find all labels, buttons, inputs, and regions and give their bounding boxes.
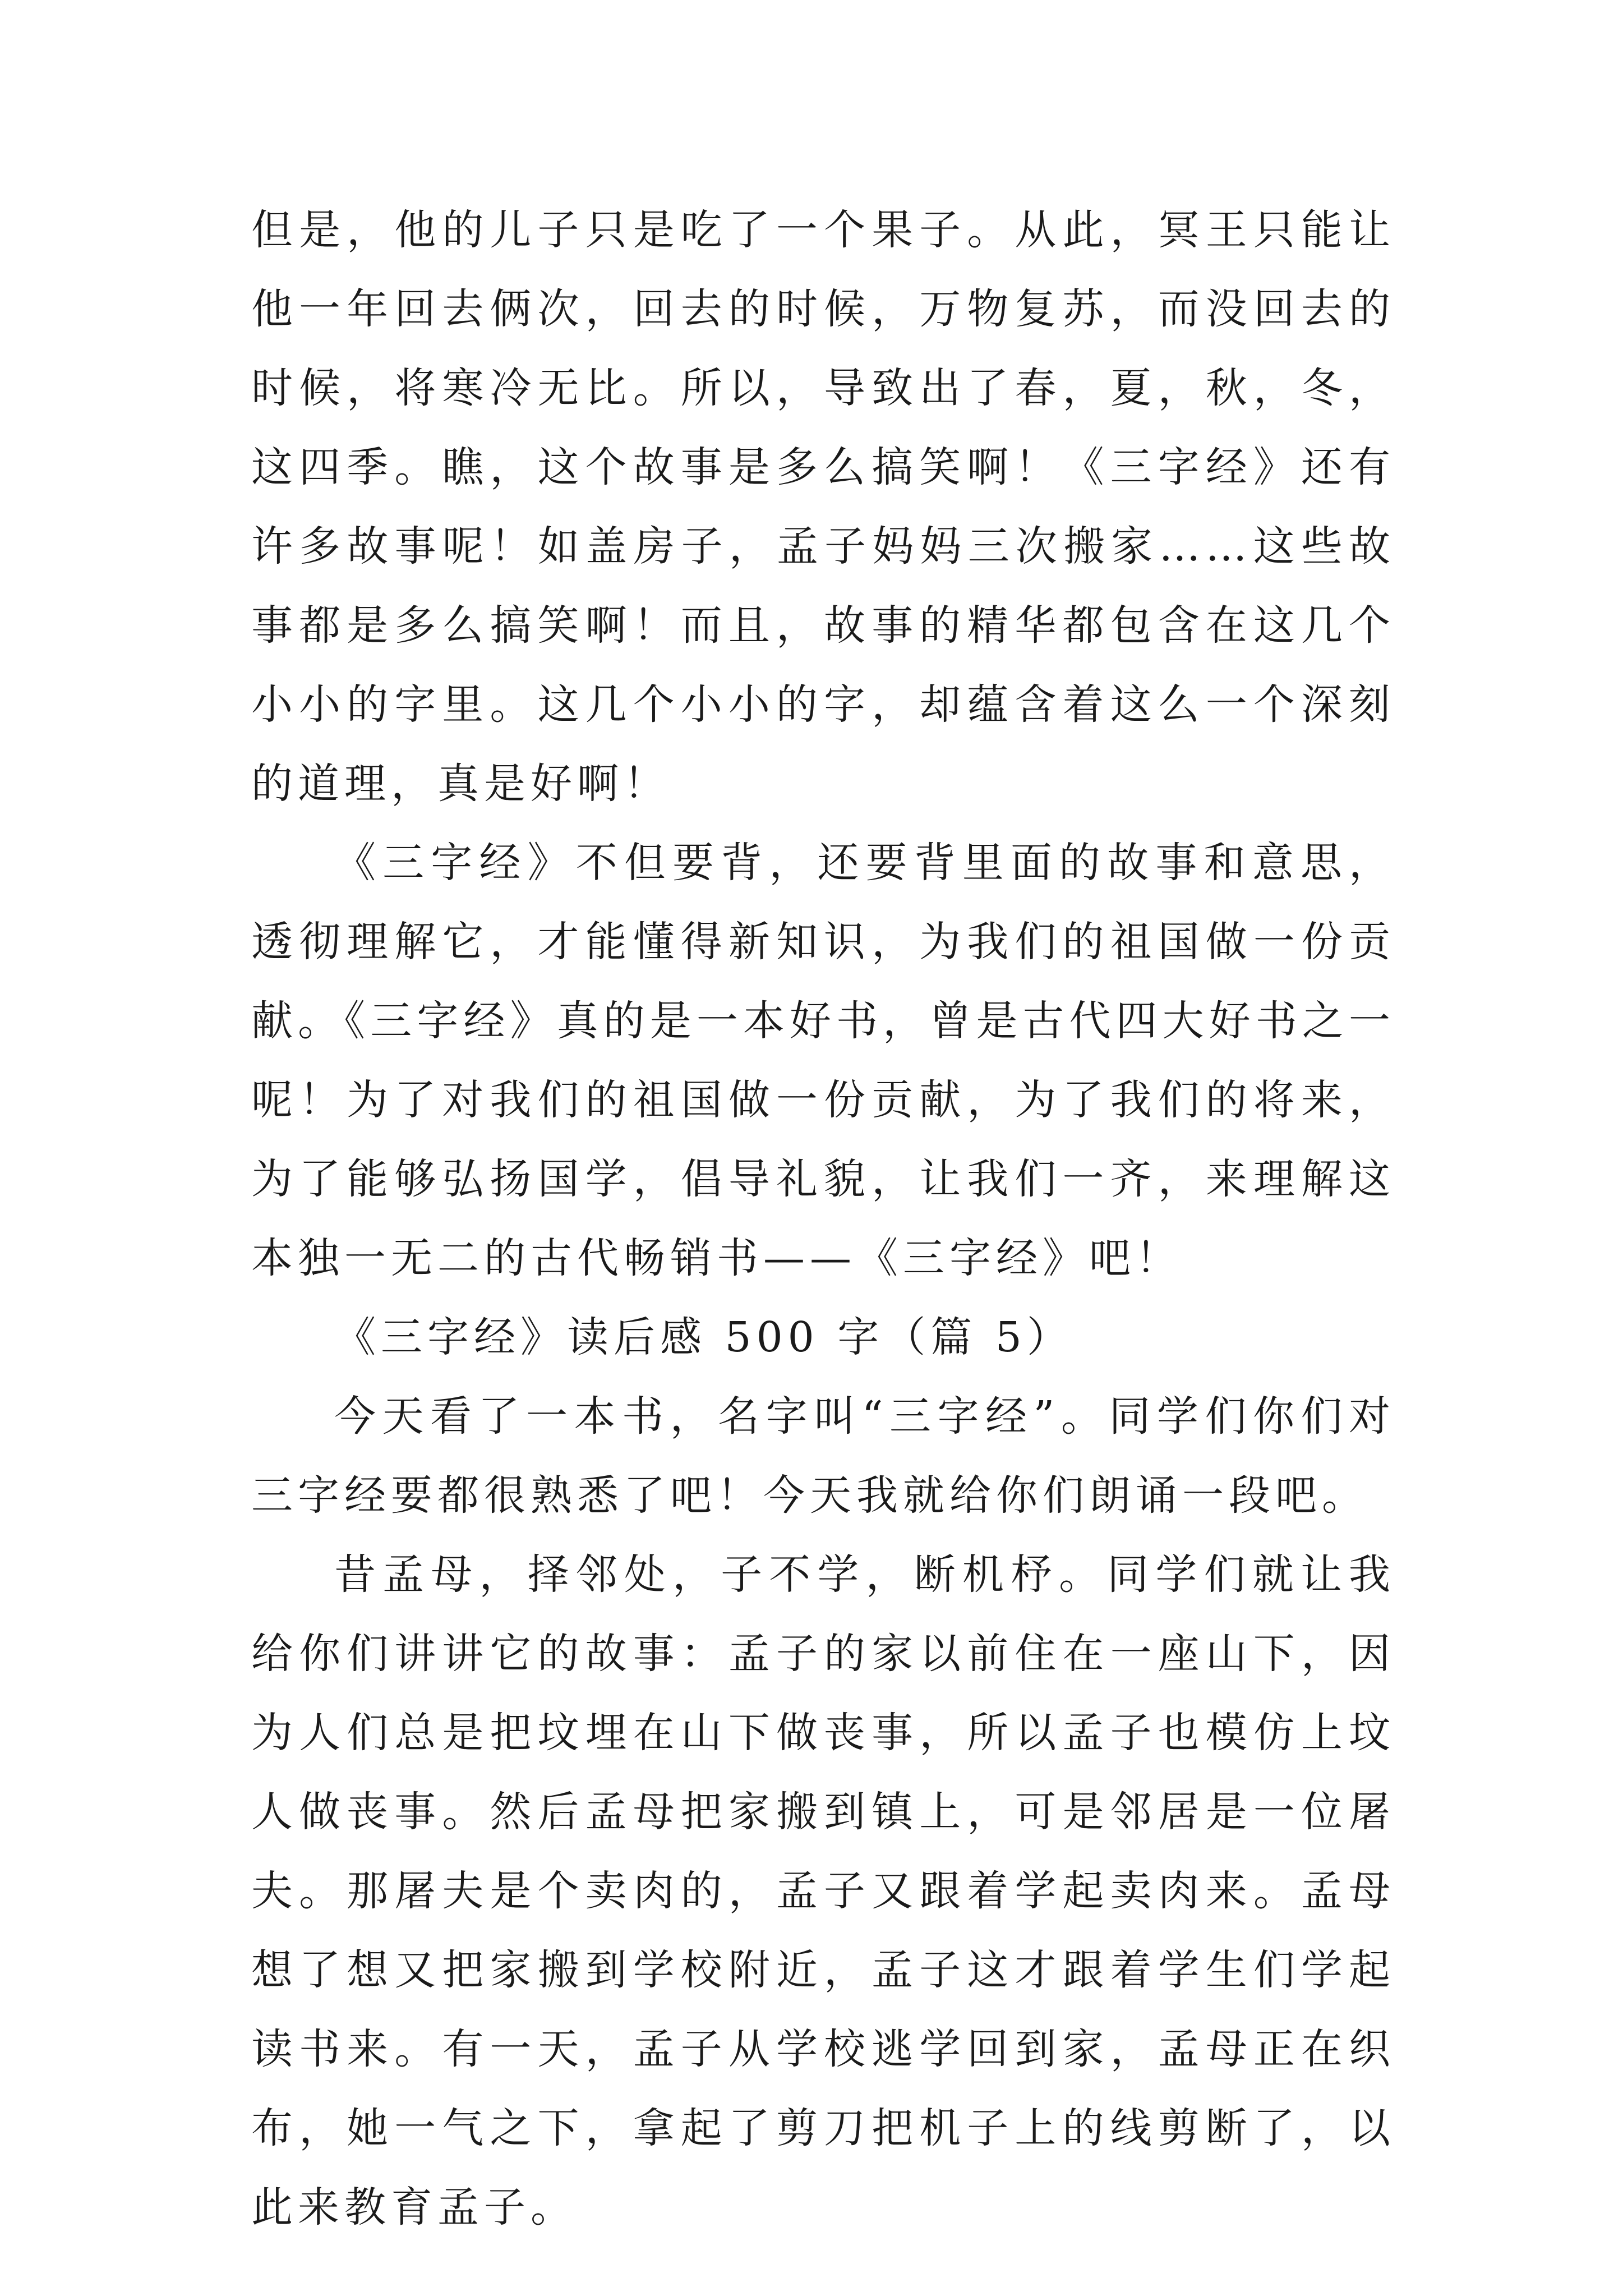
document-body [251, 191, 1395, 2247]
paragraph-1: 但是，他的儿子只是吃了一个果子。从此，冥王只能让他一年回去俩次，回去的时候，万物复苏，而没回去的时候，将寒冷无比。所以，导致出了春，夏，秋，冬，这四季。瞧，这个故事是多么搞笑啊！《三字经》还有许多故事呢！如盖房子，孟子妈妈三次搬家……这些故事都是多么搞笑啊！而且，故事的精华都包含在这几个小小的字里。这几个小小的字，却蕴含着这么一个深刻的道理，真是好啊！ [251, 206, 1395, 808]
paragraph-2: 《三字经》不但要背，还要背里面的故事和意思，透彻理解它，才能懂得新知识，为我们的祖国做一份贡献。《三字经》真的是一本好书，曾是古代四大好书之一呢！为了对我们的祖国做一份贡献，为了我们的将来，为了能够弘扬国学，倡导礼貌，让我们一齐，来理解这本独一无二的古代畅销书——《三字经》吧！ [251, 839, 1395, 1282]
paragraph-4: 昔孟母，择邻处，子不学，断机杼。同学们就让我给你们讲讲它的故事：孟子的家以前住在一座山下，因为人们总是把坟埋在山下做丧事，所以孟子也模仿上坟人做丧事。然后孟母把家搬到镇上，可是邻居是一位屠夫。那屠夫是个卖肉的，孟子又跟着学起卖肉来。孟母想了想又把家搬到学校附近，孟子这才跟着学生们学起读书来。有一天，孟子从学校逃学回到家，孟母正在织布，她一气之下，拿起了剪刀把机子上的线剪断了，以此来教育孟子。 [251, 1550, 1395, 2231]
paragraph-3: 今天看了一本书，名字叫“三字经”。同学们你们对三字经要都很熟悉了吧！今天我就给你们朗诵一段吧。 [251, 1392, 1395, 1520]
section-heading: 《三字经》读后感 500 字（篇 5） [334, 1313, 1073, 1361]
